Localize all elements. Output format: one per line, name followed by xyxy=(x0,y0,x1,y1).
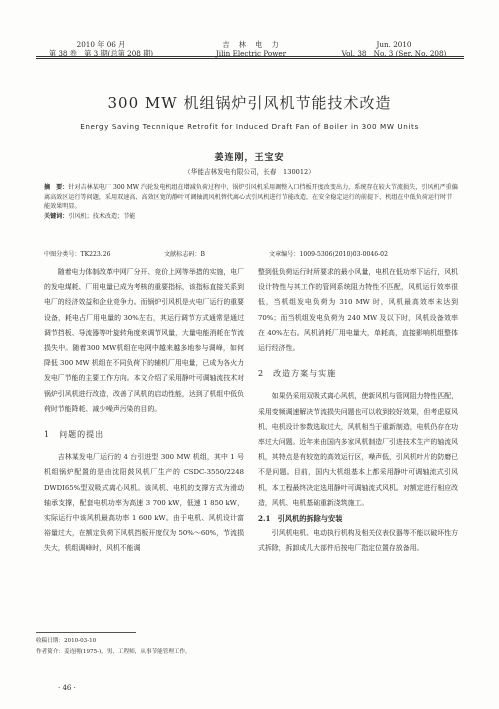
author-bio: 作者简介：姜连刚(1975-)，男，工程师，从事节能管理工作。 xyxy=(36,649,191,655)
header-date: 2010 年 06 月 xyxy=(76,40,126,49)
keywords-text: 引风机；技术改造；节能 xyxy=(68,212,136,220)
clc-number: 中图分类号：TK223.26 xyxy=(44,251,111,258)
article-number: 文章编号：1009-5306(2010)03-0046-02 xyxy=(269,251,388,258)
received-date: 收稿日期：2010-03-10 xyxy=(36,638,97,644)
document-code: 文献标志码：B xyxy=(164,251,206,258)
affiliation: （华能吉林发电有限公司，长春 130012） xyxy=(184,168,315,176)
header-issue: 第 38 卷 第 3 期(总第 208 期) xyxy=(48,49,154,58)
header-rule xyxy=(36,56,464,57)
section-heading-1: 1 问题的提出 xyxy=(44,430,105,440)
authors: 姜连刚，王宝安 xyxy=(214,153,285,163)
paper-title-en: Energy Saving Tecnnique Retrofit for Induced Draft Fan of Boiler in 300 MW Units xyxy=(80,122,419,131)
abstract-text: 针对吉林某电厂 300 MW 汽轮发电机组在增减负荷过程中，锅炉引风机采用调整入口挡板开度改变出力，系统存在较大节流损失，引风机严重偏离高效区运行等问题，采用双速高、高效区宽的静叶可调轴流风机替代离心式引风机进行节能改造，在安全稳定运行的前提下，机组在中低负荷运行时节能效果明显。 xyxy=(44,184,458,210)
section2-paragraph: 如果仍采用双吸式离心风机，使新风机与管网阻力特性匹配，采用变频调速解决节流损失问题也可以收到较好效果，但考虑原风机、电机设计参数选取过大，风机相当于重新制造，电机仍存在功率过大问题。近年来由国内多家风机制造厂引进技术生产的轴流风机，其特点是有较宽的高效运行区，噪声低，引风机叶片的防磨已不是问题。目前，国内大机组基本上都采用静叶可调轴流式引风机，本工程最终决定选用静叶可调轴流式风机。对额定进行相应改造，风机、电机基础重新浇筑施工。 xyxy=(258,392,458,507)
header-volume-en: Vol. 38 No. 3 (Ser. No. 208) xyxy=(341,49,447,58)
abstract xyxy=(44,183,458,221)
keywords-label: 关键词： xyxy=(44,212,69,220)
header-rule-thin xyxy=(36,58,464,59)
subsection-paragraph: 引风机电机、电动执行机构及相关仪表仪器等不能以破坏性方式拆除，拆卸成几大部件后按电厂指定位置存放备用。 xyxy=(258,529,458,553)
subsection-heading-2-1: 2.1 引风机的拆除与安装 xyxy=(258,514,343,524)
paper-title: 300 MW 机组锅炉引风机节能技术改造 xyxy=(107,94,392,112)
journal-name-en: Jilin Electric Power xyxy=(215,49,287,58)
intro-paragraph: 随着电力体制改革中网厂分开、竞价上网等举措的实施，电厂的发电煤耗、厂用电量已成为考核的重要指标，该指标直接关系到电厂的经济效益和企业竞争力。而锅炉引风机是火电厂运行的重要设备，耗电占厂用电量的 30%左右，其运行调节方式通常是通过调节挡板、导流器等叶旋转角度来调节风量，大量电能消耗在节流损失中。随着300 MW机组在电网中越来越多地参与调峰，如何降低 300 MW 机组在不同负荷下的辅机厂用电量，已成为各火力发电厂节能的主要工作方向。本文介绍了采用静叶可调轴流技术对锅炉引风机进行改造，改善了风机的启动性能，达到了机组中低负荷时节能降耗、减少噪声污染的目的。 xyxy=(44,268,244,413)
journal-name-cn: 吉 林 电 力 xyxy=(222,40,280,49)
header-date-en: Jun. 2010 xyxy=(376,40,412,49)
left-column xyxy=(44,265,244,557)
section-heading-2: 2 改造方案与实施 xyxy=(258,369,337,379)
continued-paragraph: 整到低负荷运行时所要求的最小风量，电机在低功率下运行，风机设计特性与其工作的管网系统阻力特性不匹配，风机运行效率很低，当机组发电负荷为 310 MW 时，风机最高效率未达到 70%；而当机组发电负荷为 240 MW 及以下时，风机设备效率在 40%左右。风机消耗厂用电量大，单耗高，直接影响机组整体运行经济性。 xyxy=(258,268,458,353)
right-column xyxy=(258,265,458,557)
footnote-rule xyxy=(36,632,136,633)
page-number: · 46 · xyxy=(58,684,76,692)
section1-paragraph: 吉林某发电厂运行的 4 台引进型 300 MW 机组，其中 1 号机组锅炉配置的是由沈阳鼓风机厂生产的 CSDC-3550/2248 DWDI65%型双吸式离心风机。该风机、电机的支撑方式为滑动轴承支撑，配套电机功率为高速 3 700 kW，低速 1 850 kW，实际运行中该风机最高功率 1 600 kW。由于电机、风机设计富裕量过大，在额定负荷下风机挡板开度仅为 50%～60%，节流损失大，机组调峰时，风机不能调 xyxy=(44,453,244,553)
abstract-label: 摘 要： xyxy=(44,184,69,191)
